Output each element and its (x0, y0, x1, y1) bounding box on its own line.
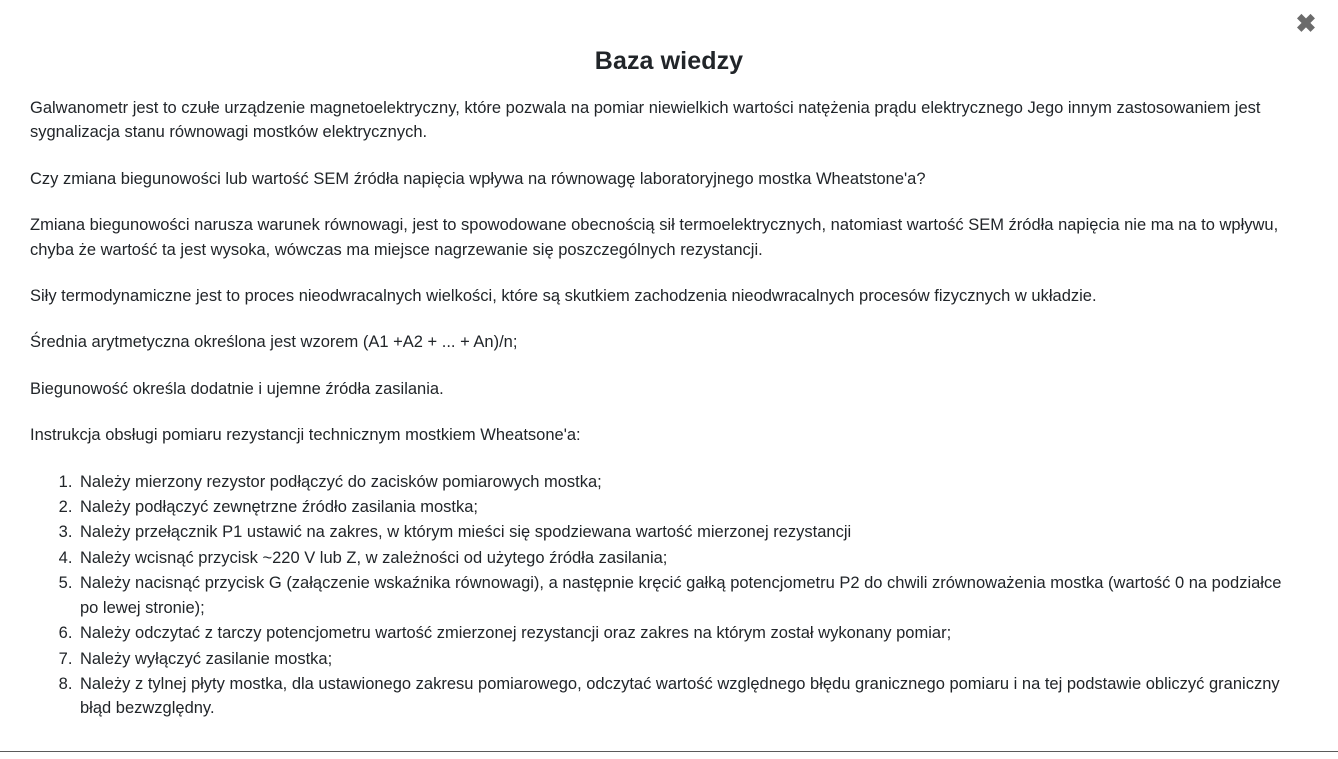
modal-footer (0, 751, 1338, 759)
kb-instructions-heading: Instrukcja obsługi pomiaru rezystancji technicznym mostkiem Wheatsone'a: (30, 426, 581, 445)
list-item: 1. Należy mierzony rezystor podłączyć do zacisków pomiarowych mostka; (77, 470, 1295, 494)
kb-paragraph-question-polarity: Czy zmiana biegunowości lub wartość SEM źródła napięcia wpływa na równowagę laboratoryjnego mostka Wheatstone'a? (30, 169, 926, 188)
kb-paragraph-thermodynamic-forces: Siły termodynamiczne jest to proces nieodwracalnych wielkości, które są skutkiem zachodzenia nieodwracalnych procesów fizycznych w układzie. (30, 287, 1097, 306)
kb-paragraph-arithmetic-mean: Średnia arytmetyczna określona jest wzorem (A1 +A2 + ... + An)/n; (30, 333, 518, 352)
list-item: 8. Należy z tylnej płyty mostka, dla ustawionego zakresu pomiarowego, odczytać wartość względnego błędu granicznego pomiaru i na tej podstawie obliczyć graniczny błąd bezwzględny. (77, 672, 1295, 721)
list-item: 5. Należy nacisnąć przycisk G (załączenie wskaźnika równowagi), a następnie kręcić gałką potencjometru P2 do chwili zrównoważenia mostka (wartość 0 na podziałce po lewej stronie); (77, 571, 1295, 620)
modal-header (0, 0, 1338, 96)
list-item: 6. Należy odczytać z tarczy potencjometru wartość zmierzonej rezystancji oraz zakres na którym został wykonany pomiar; (77, 621, 1295, 645)
kb-instruction-list (30, 470, 1295, 721)
close-icon[interactable]: ✖ (1293, 11, 1319, 37)
list-item: 3. Należy przełącznik P1 ustawić na zakres, w którym mieści się spodziewana wartość mierzonej rezystancji (77, 520, 1295, 544)
kb-paragraph-galwanometr: Galwanometr jest to czułe urządzenie magnetoelektryczny, które pozwala na pomiar niewielkich wartości natężenia prądu elektrycznego Jego innym zastosowaniem jest sygnalizacja stanu równowagi mostków elektrycznych. (30, 99, 1261, 142)
list-item: 2. Należy podłączyć zewnętrzne źródło zasilania mostka; (77, 495, 1295, 519)
list-item: 7. Należy wyłączyć zasilanie mostka; (77, 647, 1295, 671)
modal-body (0, 96, 1338, 751)
page-title: Baza wiedzy (594, 47, 744, 75)
kb-paragraph-answer-polarity: Zmiana biegunowości narusza warunek równowagi, jest to spowodowane obecnością sił termoelektrycznych, natomiast wartość SEM źródła napięcia nie ma na to wpływu, chyba że wartość ta jest wysoka, wówczas ma miejsce nagrzewanie się poszczególnych rezystancji. (30, 216, 1279, 259)
list-item: 4. Należy wcisnąć przycisk ~220 V lub Z, w zależności od użytego źródła zasilania; (77, 546, 1295, 570)
kb-paragraph-polarity-definition: Biegunowość określa dodatnie i ujemne źródła zasilania. (30, 379, 444, 398)
